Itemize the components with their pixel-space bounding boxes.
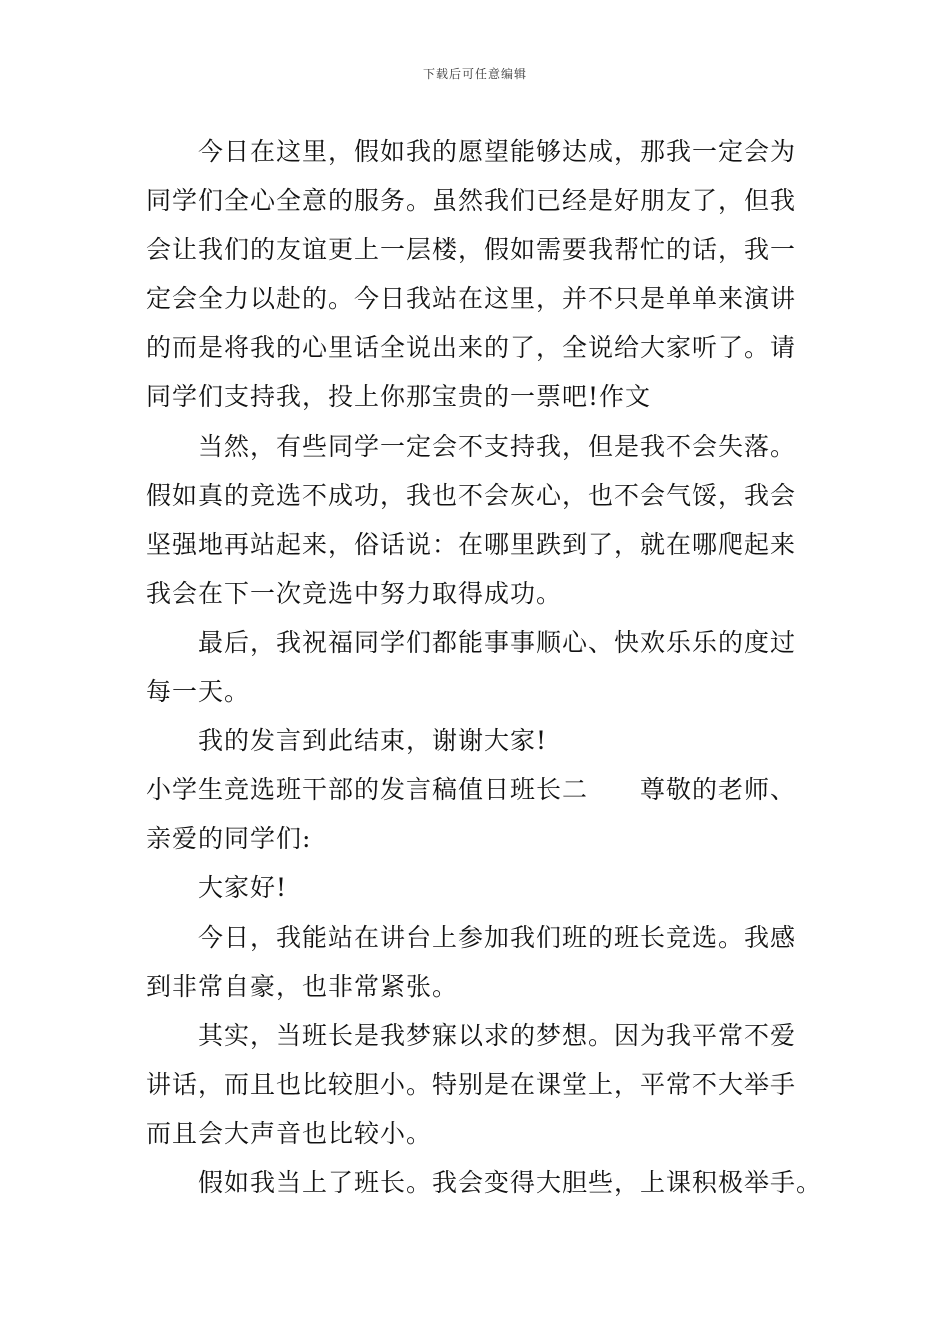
section-title-line: 小学生竞选班干部的发言稿值日班长二 尊敬的老师、 <box>146 775 797 805</box>
text-line: 同学们支持我，投上你那宝贵的一票吧!作文 <box>146 382 652 412</box>
text-line: 我会在下一次竞选中努力取得成功。 <box>146 578 563 608</box>
text-line: 同学们全心全意的服务。虽然我们已经是好朋友了，但我 <box>146 186 797 216</box>
text-line: 我的发言到此结束，谢谢大家! <box>198 726 548 756</box>
text-line: 每一天。 <box>146 677 251 707</box>
text-line: 坚强地再站起来，俗话说：在哪里跌到了，就在哪爬起来 <box>146 529 797 559</box>
text-line: 今日，我能站在讲台上参加我们班的班长竞选。我感 <box>198 922 797 952</box>
text-line: 会让我们的友谊更上一层楼，假如需要我帮忙的话，我一 <box>146 235 797 265</box>
text-line: 最后，我祝福同学们都能事事顺心、快欢乐乐的度过 <box>198 627 797 657</box>
page-header: 下载后可任意编辑 <box>422 67 527 81</box>
text-line: 其实，当班长是我梦寐以求的梦想。因为我平常不爱 <box>198 1020 797 1050</box>
text-line: 今日在这里，假如我的愿望能够达成，那我一定会为 <box>198 137 797 166</box>
text-line: 当然，有些同学一定会不支持我，但是我不会失落。 <box>198 431 797 461</box>
text-line: 假如我当上了班长。我会变得大胆些，上课积极举手。 <box>198 1167 823 1197</box>
text-line: 的而是将我的心里话全说出来的了，全说给大家听了。请 <box>146 333 797 363</box>
document-body <box>146 127 823 1207</box>
text-line: 定会全力以赴的。今日我站在这里，并不只是单单来演讲 <box>146 284 797 314</box>
text-line: 假如真的竞选不成功，我也不会灰心，也不会气馁，我会 <box>146 480 797 510</box>
text-line: 亲爱的同学们: <box>146 824 312 854</box>
text-line: 讲话，而且也比较胆小。特别是在课堂上，平常不大举手 <box>146 1069 797 1099</box>
text-line: 大家好! <box>198 873 288 903</box>
text-line: 到非常自豪，也非常紧张。 <box>146 971 459 1001</box>
text-line: 而且会大声音也比较小。 <box>146 1118 433 1148</box>
